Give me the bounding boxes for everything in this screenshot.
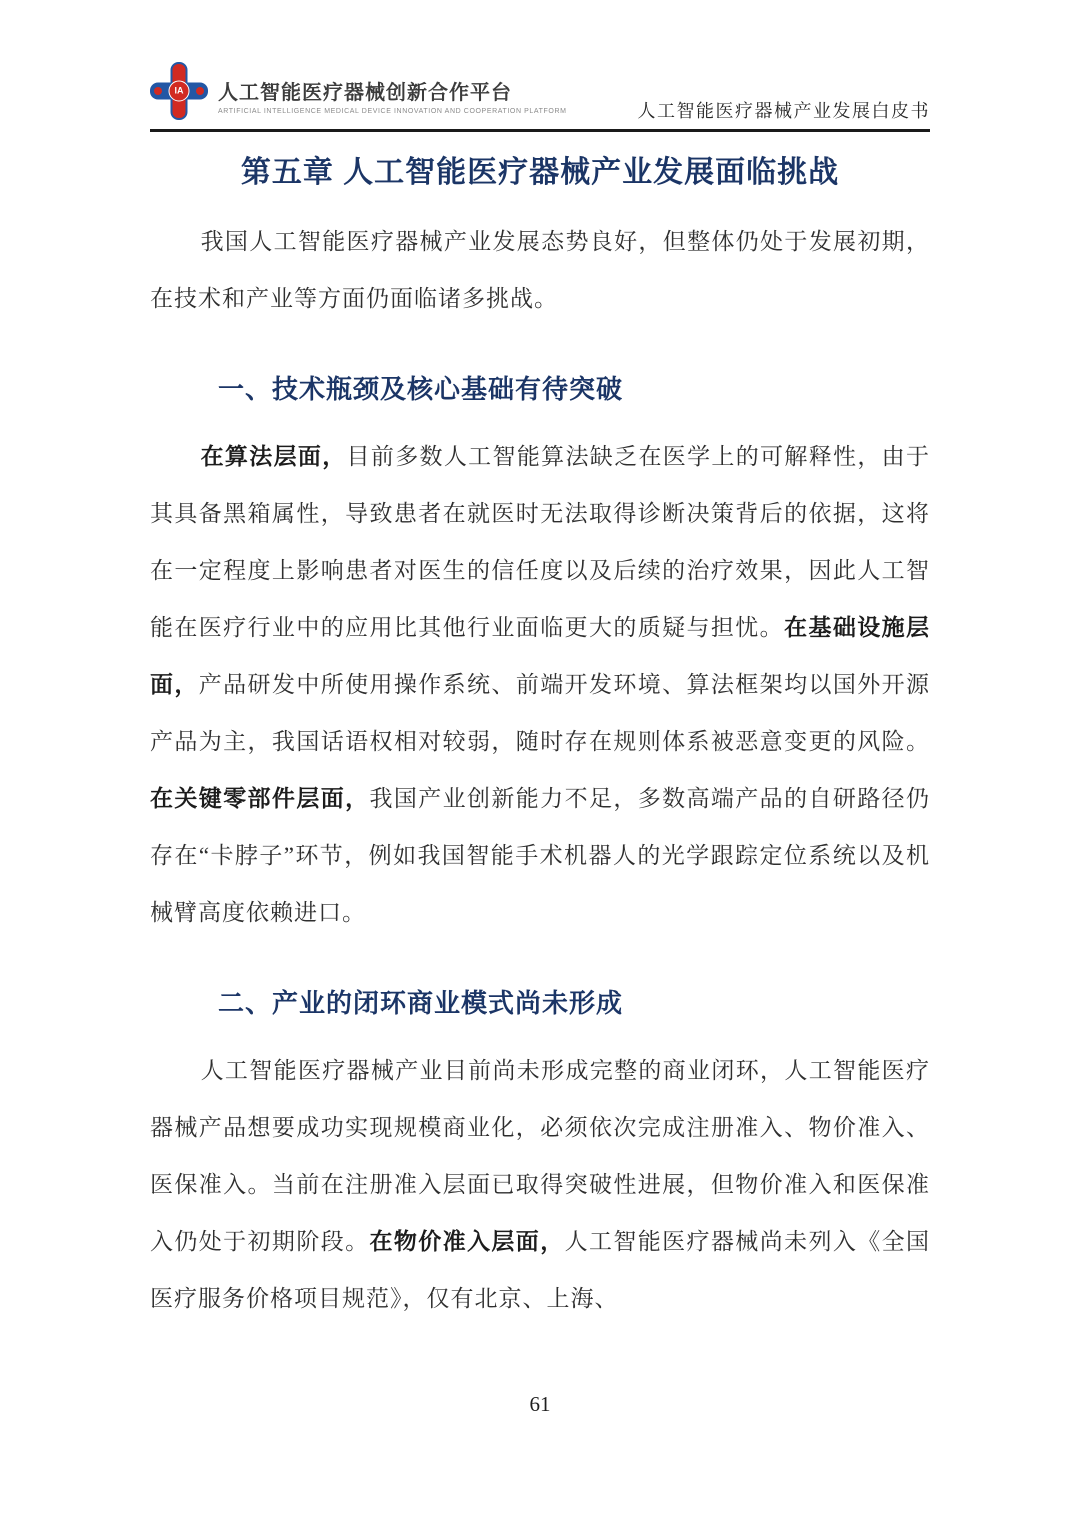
section-heading-1: 一、技术瓶颈及核心基础有待突破 [218, 374, 624, 404]
text-algorithm-level: 目前多数人工智能算法缺乏在医学上的可解释性，由于其具备黑箱属性，导致患者在就医时无法取得诊断决策背后的依据，这将在一定程度上影响患者对医生的信任度以及后续的治疗效果，因此人工智能在医疗行业中的应用比其他行业面临更大的质疑与担忧。 [150, 444, 931, 640]
lead-algorithm-level: 在算法层面， [200, 443, 347, 469]
text-pricing-access-level: 人工智能医疗器械尚未列入《全国医疗服务价格项目规范》，仅有北京、上海、 [150, 1229, 931, 1311]
page-number: 61 [529, 1392, 551, 1416]
lead-infrastructure-level: 在基础设施层面， [150, 614, 931, 697]
page-content [150, 147, 930, 1327]
running-head-doc-title: 人工智能医疗器械产业发展白皮书 [637, 101, 930, 121]
chapter-title: 第五章 人工智能医疗器械产业发展面临挑战 [240, 156, 840, 189]
platform-name: 人工智能医疗器械创新合作平台 [218, 81, 512, 104]
page-header [150, 0, 930, 132]
logo-dot-right [196, 87, 204, 95]
section-heading-2: 二、产业的闭环商业模式尚未形成 [218, 988, 624, 1018]
text-key-components-level: 我国产业创新能力不足，多数高端产品的自研路径仍存在“卡脖子”环节，例如我国智能手术机器人的光学跟踪定位系统以及机械臂高度依赖进口。 [150, 786, 931, 925]
text-infrastructure-level: 产品研发中所使用操作系统、前端开发环境、算法框架均以国外开源产品为主，我国话语权相对较弱，随时存在规则体系被恶意变更的风险。 [150, 672, 931, 754]
section-1-paragraph [150, 428, 930, 941]
platform-logo-text [218, 68, 567, 115]
platform-logo [150, 62, 567, 120]
lead-pricing-access-level: 在物价准入层面， [369, 1228, 565, 1254]
logo-dot-left [154, 87, 162, 95]
text-business-loop: 人工智能医疗器械产业目前尚未形成完整的商业闭环，人工智能医疗器械产品想要成功实现规模商业化，必须依次完成注册准入、物价准入、医保准入。当前在注册准入层面已取得突破性进展，但物价准入和医保准入仍处于初期阶段。 [150, 1058, 930, 1254]
section-2-paragraph [150, 1042, 930, 1327]
logo-center-badge: IA [169, 81, 190, 102]
platform-logo-icon [150, 62, 208, 120]
lead-key-components-level: 在关键零部件层面， [150, 785, 370, 811]
platform-name-english: ARTIFICIAL INTELLIGENCE MEDICAL DEVICE INNOVATION AND COOPERATION PLATFORM [218, 107, 567, 115]
intro-paragraph: 我国人工智能医疗器械产业发展态势良好，但整体仍处于发展初期，在技术和产业等方面仍面临诸多挑战。 [150, 229, 930, 311]
